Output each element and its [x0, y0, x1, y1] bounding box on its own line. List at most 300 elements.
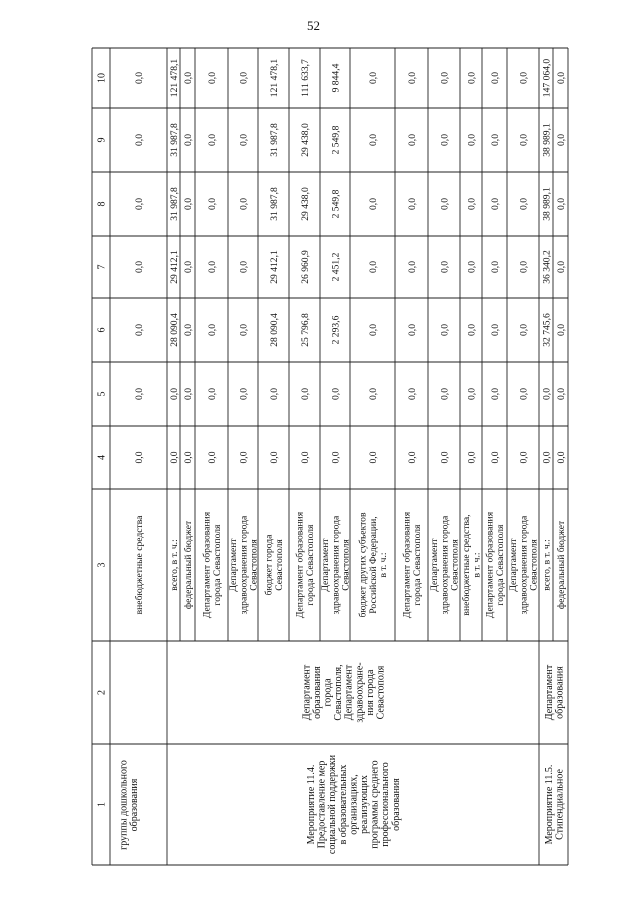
value-cell-line: 0,0 [330, 388, 342, 400]
source-cell-line: Департамент образования [484, 511, 496, 619]
value-cell-line: 0,0 [518, 451, 530, 464]
value-cell-line: 0,0 [439, 324, 451, 336]
event-cell-line: профессионального [380, 762, 392, 847]
value-cell [330, 451, 341, 463]
value-cell-line: 0,0 [238, 72, 250, 84]
source-cell-line: здравоохранения города [238, 515, 250, 615]
value-cell [556, 134, 567, 146]
value-cell-line: 29 412,1 [168, 250, 180, 284]
value-cell-line: 0,0 [406, 198, 418, 210]
value-cell [269, 451, 280, 463]
value-cell-line: 0,0 [406, 324, 418, 336]
value-cell-line: 31 987,8 [268, 187, 280, 221]
value-cell-line: 0,0 [238, 324, 250, 336]
event-cell-line: организациях, [348, 774, 360, 835]
value-cell-line: 0,0 [518, 388, 530, 400]
value-cell [134, 388, 145, 400]
value-cell [269, 313, 280, 347]
source-cell-line: здравоохранения города [330, 515, 342, 615]
value-cell [556, 261, 567, 273]
value-cell [134, 261, 145, 273]
value-cell [207, 324, 218, 336]
source-cell-line: Департамент [228, 538, 240, 592]
value-cell [269, 250, 280, 284]
source-cell-line: бюджет города [263, 534, 275, 596]
executor-cell [301, 662, 386, 722]
value-cell-line: 0,0 [489, 388, 501, 400]
value-cell-line: 0,0 [182, 388, 194, 400]
value-cell-line: 0,0 [330, 451, 342, 464]
value-cell [407, 324, 418, 336]
value-cell [134, 198, 145, 210]
executor-cell-line: Севастополя [375, 665, 387, 720]
value-cell-line: 0,0 [406, 134, 418, 146]
value-cell-line: 0,0 [555, 388, 567, 400]
value-cell-line: 0,0 [466, 324, 478, 336]
value-cell-line: 0,0 [206, 198, 218, 210]
source-cell [485, 511, 506, 618]
value-cell-line: 31 987,8 [268, 123, 280, 157]
column-header-line: 8 [96, 201, 108, 207]
value-cell [407, 451, 418, 463]
source-cell [228, 515, 259, 614]
value-cell-line: 2 451,2 [330, 252, 342, 282]
value-cell-line: 0,0 [206, 324, 218, 336]
value-cell [518, 324, 529, 336]
source-cell-line: Департамент образования [201, 511, 213, 619]
value-cell [300, 313, 311, 347]
value-cell-line: 0,0 [182, 72, 194, 84]
value-cell-line: 0,0 [555, 198, 567, 210]
value-cell [269, 187, 280, 221]
value-cell-line: 0,0 [133, 72, 145, 84]
value-cell [269, 59, 280, 98]
value-cell [466, 451, 477, 463]
value-cell [300, 451, 311, 463]
value-cell [407, 388, 418, 400]
value-cell-line: 0,0 [489, 134, 501, 146]
value-cell-line: 0,0 [206, 388, 218, 400]
value-cell [518, 134, 529, 146]
value-cell-line: 0,0 [466, 261, 478, 273]
source-cell-line: Севастополя [528, 539, 540, 591]
source-cell [134, 515, 145, 614]
value-cell-line: 2 549,8 [330, 189, 342, 219]
value-cell-line: 0,0 [518, 72, 530, 84]
value-cell-line: 0,0 [206, 134, 218, 146]
value-cell-line: 0,0 [367, 324, 379, 336]
value-cell [238, 451, 249, 463]
value-cell [300, 187, 311, 221]
value-cell [556, 198, 567, 210]
column-header-line: 10 [96, 73, 108, 83]
value-cell [368, 198, 379, 210]
value-cell [300, 250, 311, 284]
source-cell-line: Севастополя [273, 539, 285, 591]
source-cell-line: всего, в т. ч.: [541, 539, 553, 591]
value-cell [556, 72, 567, 84]
value-cell-line: 0,0 [367, 198, 379, 210]
value-cell-line: 0,0 [489, 451, 501, 464]
value-cell-line: 0,0 [206, 451, 218, 464]
value-cell [183, 198, 194, 210]
value-cell-line: 0,0 [206, 261, 218, 273]
source-cell [541, 539, 552, 590]
executor-cell-line: образования [311, 666, 323, 719]
value-cell-line: 0,0 [555, 261, 567, 273]
source-cell-line: города Севастополя [494, 524, 506, 606]
source-cell-line: города Севастополя [304, 524, 316, 606]
value-cell-line: 0,0 [489, 261, 501, 273]
value-cell-line: 0,0 [489, 72, 501, 84]
event-cell-line: группы дошкольного [118, 760, 130, 850]
value-cell-line: 0,0 [439, 388, 451, 400]
value-cell-line: 0,0 [406, 72, 418, 84]
value-cell [330, 189, 341, 218]
value-cell-line: 2 293,6 [330, 315, 342, 345]
event-cell-line: Мероприятие 11.5. [544, 764, 556, 845]
value-cell-line: 111 633,7 [299, 59, 311, 97]
value-cell-line: 0,0 [182, 261, 194, 273]
value-cell-line: 0,0 [182, 134, 194, 146]
value-cell [368, 134, 379, 146]
value-cell-line: 0,0 [367, 451, 379, 464]
value-cell-line: 0,0 [541, 388, 553, 400]
value-cell [300, 388, 311, 400]
value-cell-line: 0,0 [439, 72, 451, 84]
source-cell-line: Севастополя [340, 539, 352, 591]
source-cell [169, 539, 180, 590]
value-cell-line: 31 987,8 [168, 123, 180, 157]
value-cell-line: 38 989,1 [541, 123, 553, 157]
value-cell [407, 261, 418, 273]
value-cell-line: 29 438,0 [299, 123, 311, 157]
value-cell [238, 134, 249, 146]
value-cell-line: 0,0 [466, 451, 478, 464]
value-cell-line: 0,0 [133, 451, 145, 464]
source-cell-line: Департамент [429, 538, 441, 592]
value-cell-line: 0,0 [168, 451, 180, 464]
value-cell [169, 388, 180, 400]
executor-cell-line: города [322, 678, 334, 707]
value-cell [269, 388, 280, 400]
value-cell [169, 250, 180, 284]
value-cell-line: 0,0 [299, 451, 311, 464]
value-cell [134, 451, 145, 463]
value-cell [207, 72, 218, 84]
value-cell-line: 0,0 [439, 451, 451, 464]
value-cell [518, 72, 529, 84]
value-cell [541, 250, 552, 284]
event-cell [544, 765, 566, 845]
value-cell-line: 0,0 [466, 388, 478, 400]
value-cell [541, 388, 552, 400]
value-cell-line: 0,0 [299, 388, 311, 400]
value-cell-line: 0,0 [206, 72, 218, 84]
column-header [96, 563, 107, 568]
value-cell [541, 187, 552, 221]
value-cell-line: 0,0 [406, 261, 418, 273]
value-cell [238, 388, 249, 400]
value-cell [183, 388, 194, 400]
source-cell-line: внебюджетные средства, [461, 514, 473, 616]
value-cell [518, 451, 529, 463]
source-cell [461, 514, 482, 615]
event-cell-line: реализующих [359, 775, 370, 834]
source-cell-line: города Севастополя [411, 524, 423, 606]
source-cell [508, 515, 539, 614]
value-cell-line: 31 987,8 [168, 187, 180, 221]
page-number: 52 [307, 18, 320, 33]
source-cell [320, 515, 351, 614]
value-cell [466, 324, 477, 336]
value-cell [207, 388, 218, 400]
value-cell-line: 0,0 [466, 198, 478, 210]
column-header-line: 5 [96, 391, 108, 397]
value-cell [541, 123, 552, 157]
value-cell [439, 388, 450, 400]
value-cell [541, 59, 552, 98]
value-cell [330, 63, 341, 92]
source-cell-line: Российской Федерации, [367, 516, 379, 614]
source-cell [429, 515, 460, 614]
value-cell [439, 451, 450, 463]
value-cell-line: 0,0 [133, 134, 145, 146]
executor-cell-line: здравоохране- [354, 662, 366, 723]
value-cell-line: 0,0 [406, 388, 418, 400]
value-cell [439, 261, 450, 273]
value-cell [183, 451, 194, 463]
value-cell [183, 134, 194, 146]
value-cell [439, 324, 450, 336]
value-cell [518, 388, 529, 400]
value-cell [238, 198, 249, 210]
value-cell [207, 261, 218, 273]
value-cell [407, 198, 418, 210]
source-cell [202, 511, 223, 618]
value-cell [269, 123, 280, 157]
value-cell-line: 0,0 [555, 134, 567, 146]
value-cell [330, 388, 341, 400]
value-cell-line: 0,0 [367, 261, 379, 273]
value-cell-line: 0,0 [518, 134, 530, 146]
source-cell-line: федеральный бюджет [182, 520, 194, 610]
source-cell-line: внебюджетные средства [133, 515, 145, 615]
value-cell-line: 38 989,1 [541, 187, 553, 221]
executor-cell-line: Департамент [343, 664, 355, 721]
value-cell [169, 187, 180, 221]
source-cell-line: Севастополя [248, 539, 260, 591]
value-cell [207, 134, 218, 146]
value-cell [183, 261, 194, 273]
source-cell [402, 511, 423, 618]
value-cell [439, 198, 450, 210]
column-header-line: 2 [96, 690, 108, 695]
value-cell [134, 134, 145, 146]
event-cell-line: образования [390, 778, 402, 831]
value-cell-line: 147 064,0 [541, 58, 553, 98]
value-cell [490, 324, 501, 336]
value-cell [368, 388, 379, 400]
value-cell [207, 198, 218, 210]
value-cell-line: 0,0 [182, 198, 194, 210]
value-cell-line: 0,0 [555, 451, 567, 464]
value-cell [238, 261, 249, 273]
value-cell [134, 72, 145, 84]
value-cell-line: 0,0 [133, 261, 145, 273]
value-cell-line: 0,0 [555, 72, 567, 84]
value-cell [169, 313, 180, 347]
value-cell-line: 26 960,9 [299, 250, 311, 284]
source-cell [358, 512, 389, 617]
source-cell-line: города Севастополя [211, 524, 223, 606]
value-cell-line: 0,0 [268, 388, 280, 400]
value-cell-line: 0,0 [439, 198, 451, 210]
column-header-line: 1 [96, 802, 108, 807]
value-cell [183, 324, 194, 336]
column-header [96, 265, 107, 270]
value-cell-line: 0,0 [133, 388, 145, 400]
source-cell-line: бюджет других субъектов [357, 512, 369, 618]
value-cell [169, 451, 180, 463]
value-cell [439, 72, 450, 84]
value-cell-line: 0,0 [367, 388, 379, 400]
executor-cell-line: образования [554, 666, 566, 719]
value-cell [330, 125, 341, 154]
value-cell-line: 29 438,0 [299, 187, 311, 221]
value-cell-line: 0,0 [489, 324, 501, 336]
column-header-line: 4 [96, 455, 108, 460]
executor-cell-line: Севастополя, [333, 664, 345, 721]
value-cell-line: 0,0 [518, 198, 530, 210]
value-cell [330, 252, 341, 281]
value-cell [407, 72, 418, 84]
value-cell-line: 0,0 [518, 324, 530, 336]
value-cell [541, 451, 552, 463]
column-header [96, 455, 107, 460]
value-cell [169, 123, 180, 157]
value-cell [466, 261, 477, 273]
value-cell-line: 0,0 [555, 324, 567, 336]
column-header [96, 328, 107, 333]
value-cell [368, 72, 379, 84]
source-cell-line: Департамент образования [294, 511, 306, 619]
event-cell-line: программы среднего [369, 760, 381, 849]
value-cell [439, 134, 450, 146]
event-cell-line: Предоставление мер [316, 760, 328, 849]
value-cell-line: 0,0 [133, 324, 145, 336]
source-cell-line: Департамент образования [401, 511, 413, 619]
value-cell-line: 0,0 [238, 134, 250, 146]
value-cell [490, 388, 501, 400]
value-cell-line: 32 745,6 [541, 313, 553, 347]
source-cell-line: здравоохранения города [439, 515, 451, 615]
value-cell-line: 0,0 [133, 198, 145, 210]
value-cell-line: 0,0 [466, 134, 478, 146]
executor-cell-line: Департамент [301, 664, 313, 721]
value-cell-line: 0,0 [238, 451, 250, 464]
event-cell-line: социальной поддержки [327, 754, 339, 855]
event-cell-line: образования [129, 778, 141, 832]
value-cell-line: 0,0 [406, 451, 418, 464]
value-cell [466, 72, 477, 84]
column-header [96, 690, 107, 695]
value-cell-line: 0,0 [238, 388, 250, 400]
value-cell-line: 0,0 [439, 134, 451, 146]
source-cell [295, 511, 316, 618]
column-header [96, 138, 107, 143]
event-cell [119, 760, 141, 850]
source-cell-line: в т. ч.: [471, 552, 483, 578]
value-cell-line: 0,0 [168, 388, 180, 400]
value-cell [368, 324, 379, 336]
value-cell [490, 198, 501, 210]
executor-cell-line: Департамент [544, 664, 556, 721]
value-cell [169, 59, 180, 98]
value-cell-line: 0,0 [238, 198, 250, 210]
value-cell [556, 388, 567, 400]
column-header [96, 392, 107, 397]
value-cell-line: 36 340,2 [541, 250, 553, 284]
value-cell [556, 324, 567, 336]
value-cell [490, 451, 501, 463]
value-cell [541, 313, 552, 347]
value-cell-line: 28 090,4 [268, 313, 280, 347]
value-cell [300, 123, 311, 157]
value-cell-line: 0,0 [518, 261, 530, 273]
value-cell-line: 0,0 [489, 198, 501, 210]
value-cell [490, 134, 501, 146]
value-cell-line: 25 796,8 [299, 313, 311, 347]
source-cell [264, 534, 285, 595]
source-cell [556, 520, 567, 609]
value-cell-line: 29 412,1 [268, 250, 280, 284]
value-cell-line: 0,0 [268, 451, 280, 464]
value-cell [330, 315, 341, 344]
value-cell [490, 261, 501, 273]
value-cell [368, 261, 379, 273]
executor-cell-line: ния города [364, 669, 376, 716]
value-cell [466, 388, 477, 400]
value-cell [407, 134, 418, 146]
value-cell [518, 261, 529, 273]
value-cell-line: 28 090,4 [168, 313, 180, 347]
source-cell-line: всего, в т. ч.: [168, 539, 180, 591]
value-cell [368, 451, 379, 463]
value-cell [490, 72, 501, 84]
column-header [96, 802, 107, 807]
value-cell [556, 451, 567, 463]
source-cell-line: в т. ч.: [377, 552, 389, 578]
value-cell-line: 0,0 [182, 451, 194, 464]
source-cell-line: Севастополя [449, 539, 461, 591]
value-cell-line: 2 549,8 [330, 125, 342, 155]
value-cell [238, 324, 249, 336]
executor-cell [544, 664, 566, 720]
source-cell-line: здравоохранения города [518, 515, 530, 615]
value-cell-line: 9 844,4 [330, 63, 342, 93]
event-cell-line: Мероприятие 11.4. [306, 764, 317, 845]
value-cell [207, 451, 218, 463]
value-cell-line: 121 478,1 [168, 58, 180, 98]
value-cell [518, 198, 529, 210]
value-cell [466, 198, 477, 210]
value-cell-line: 0,0 [182, 324, 194, 336]
column-header [96, 73, 107, 83]
event-cell [306, 754, 402, 854]
source-cell-line: Департамент [320, 538, 332, 592]
column-header-line: 9 [96, 137, 108, 143]
